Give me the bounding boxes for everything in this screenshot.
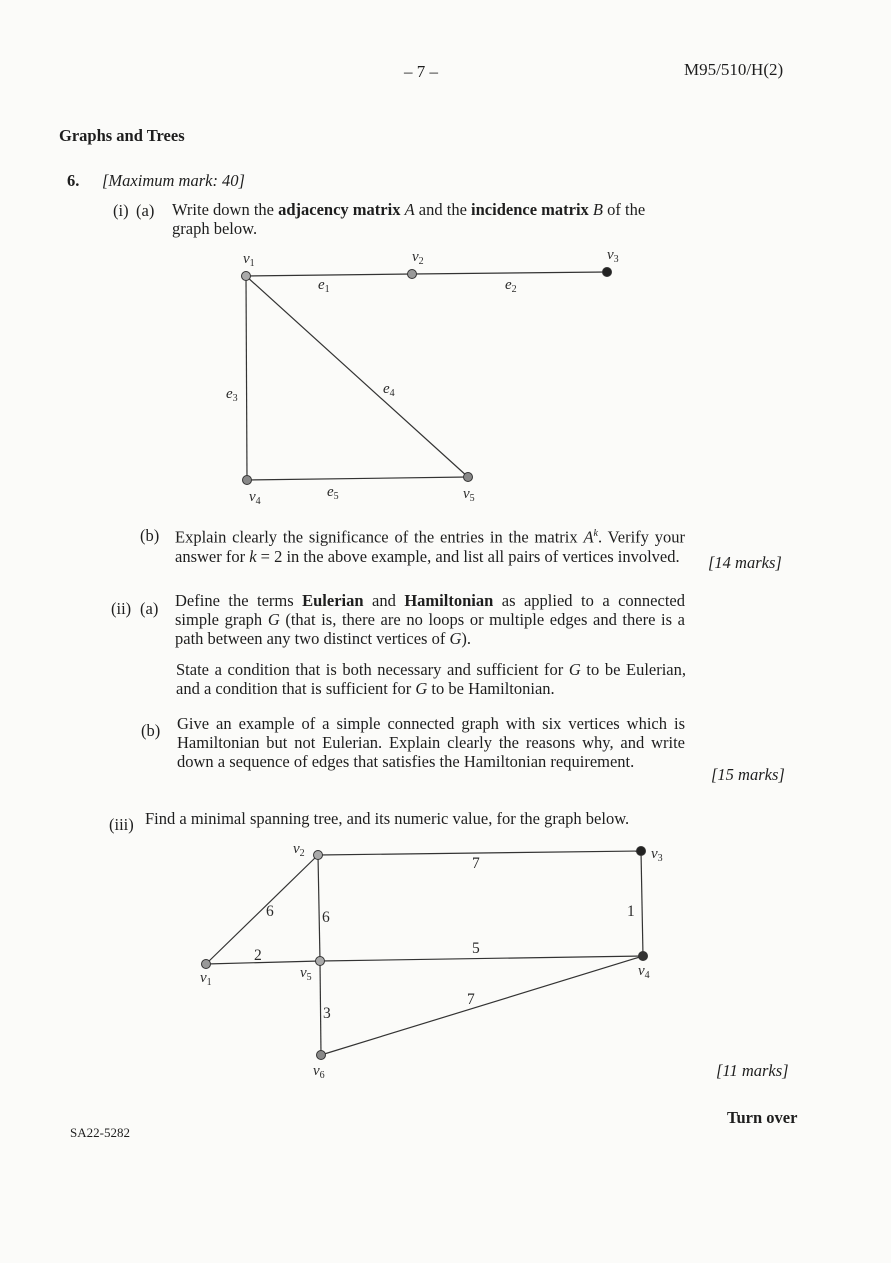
edge-v3-v4 [641,851,643,956]
part-iii-marks: [11 marks] [716,1061,789,1080]
label-e1: $e_1$ [318,277,330,295]
weight-v2-v5: 6 [322,909,330,926]
g2-vertex-v1 [202,960,211,969]
part-ii-marks: [15 marks] [711,765,785,784]
turn-over: Turn over [727,1108,798,1127]
label-e5: $e_5$ [327,484,339,502]
edge-v1-v2 [206,855,318,964]
weight-v2-v3: 7 [472,855,480,872]
part-ii-label: (ii) [111,599,132,618]
part-ii-b-text: Give an example of a simple connected graph with six vertices which is Hamiltonian but not Eulerian. Explain clearly the reasons why, and write down a sequence of edges that satisfies the Hamiltonian requirement. [177,714,685,771]
g2-vertex-v3 [637,847,646,856]
edge-v5-v6 [320,961,321,1055]
g2-label-v5: $v_5$ [300,965,312,983]
max-mark: [Maximum mark: 40] [102,171,245,190]
g2-label-v1: $v_1$ [200,970,212,988]
part-ii-a-text-2: State a condition that is both necessary and sufficient for G to be Eulerian, and a condition that is sufficient for G to be Hamiltonian. [176,660,686,698]
g2-vertex-v2 [314,851,323,860]
label-e3: $e_3$ [226,386,238,404]
section-title: Graphs and Trees [59,126,185,145]
label-v4: $v_4$ [249,489,261,507]
weight-v3-v4: 1 [627,903,635,920]
part-i-marks: [14 marks] [708,553,782,572]
part-ii-b-label: (b) [141,721,161,740]
part-iii-text: Find a minimal spanning tree, and its numeric value, for the graph below. [145,809,630,828]
part-ii-a-text: Define the terms Eulerian and Hamiltonian as applied to a connected simple graph G (that is, there are no loops or multiple edges and there is a path between any two distinct vertices of G). [175,591,685,648]
edge-v6-v4 [321,956,643,1055]
g2-label-v6: $v_6$ [313,1063,325,1081]
label-v5: $v_5$ [463,486,475,504]
part-i-a-label: (a) [136,201,155,220]
edge-v5-v4 [320,956,643,961]
g2-label-v2: $v_2$ [293,841,305,859]
g2-label-v3: $v_3$ [651,846,663,864]
question-number: 6. [67,171,80,190]
label-e4: $e_4$ [383,381,395,399]
part-iii-label: (iii) [109,815,134,834]
label-v1: $v_1$ [243,251,255,269]
paper-code: M95/510/H(2) [684,60,784,79]
page-number: – 7 – [404,62,438,81]
part-i-label: (i) [113,201,129,220]
weight-v1-v5: 2 [254,947,262,964]
edge-v1-v5 [206,961,320,964]
edge-v2-v5 [318,855,320,961]
label-e2: $e_2$ [505,277,517,295]
g2-vertex-v5 [316,957,325,966]
label-v3: $v_3$ [607,247,619,265]
part-i-a-text: Write down the adjacency matrix A and the incidence matrix B of the graph below. [172,200,646,238]
part-ii-a-label: (a) [140,599,159,618]
weight-v6-v4: 7 [467,991,475,1008]
weight-v1-v2: 6 [266,903,274,920]
g2-vertex-v4 [639,952,648,961]
g2-vertex-v6 [317,1051,326,1060]
label-v2: $v_2$ [412,249,424,267]
g2-label-v4: $v_4$ [638,963,650,981]
part-i-b-text: Explain clearly the significance of the entries in the matrix $A^k$. Verify your answer for k = 2 in the above example, and list all pairs of vertices involved. [175,527,685,566]
part-i-b-label: (b) [140,526,160,545]
weight-v5-v4: 5 [472,940,480,957]
footer-code: SA22-5282 [70,1125,130,1140]
weight-v5-v6: 3 [323,1005,331,1022]
